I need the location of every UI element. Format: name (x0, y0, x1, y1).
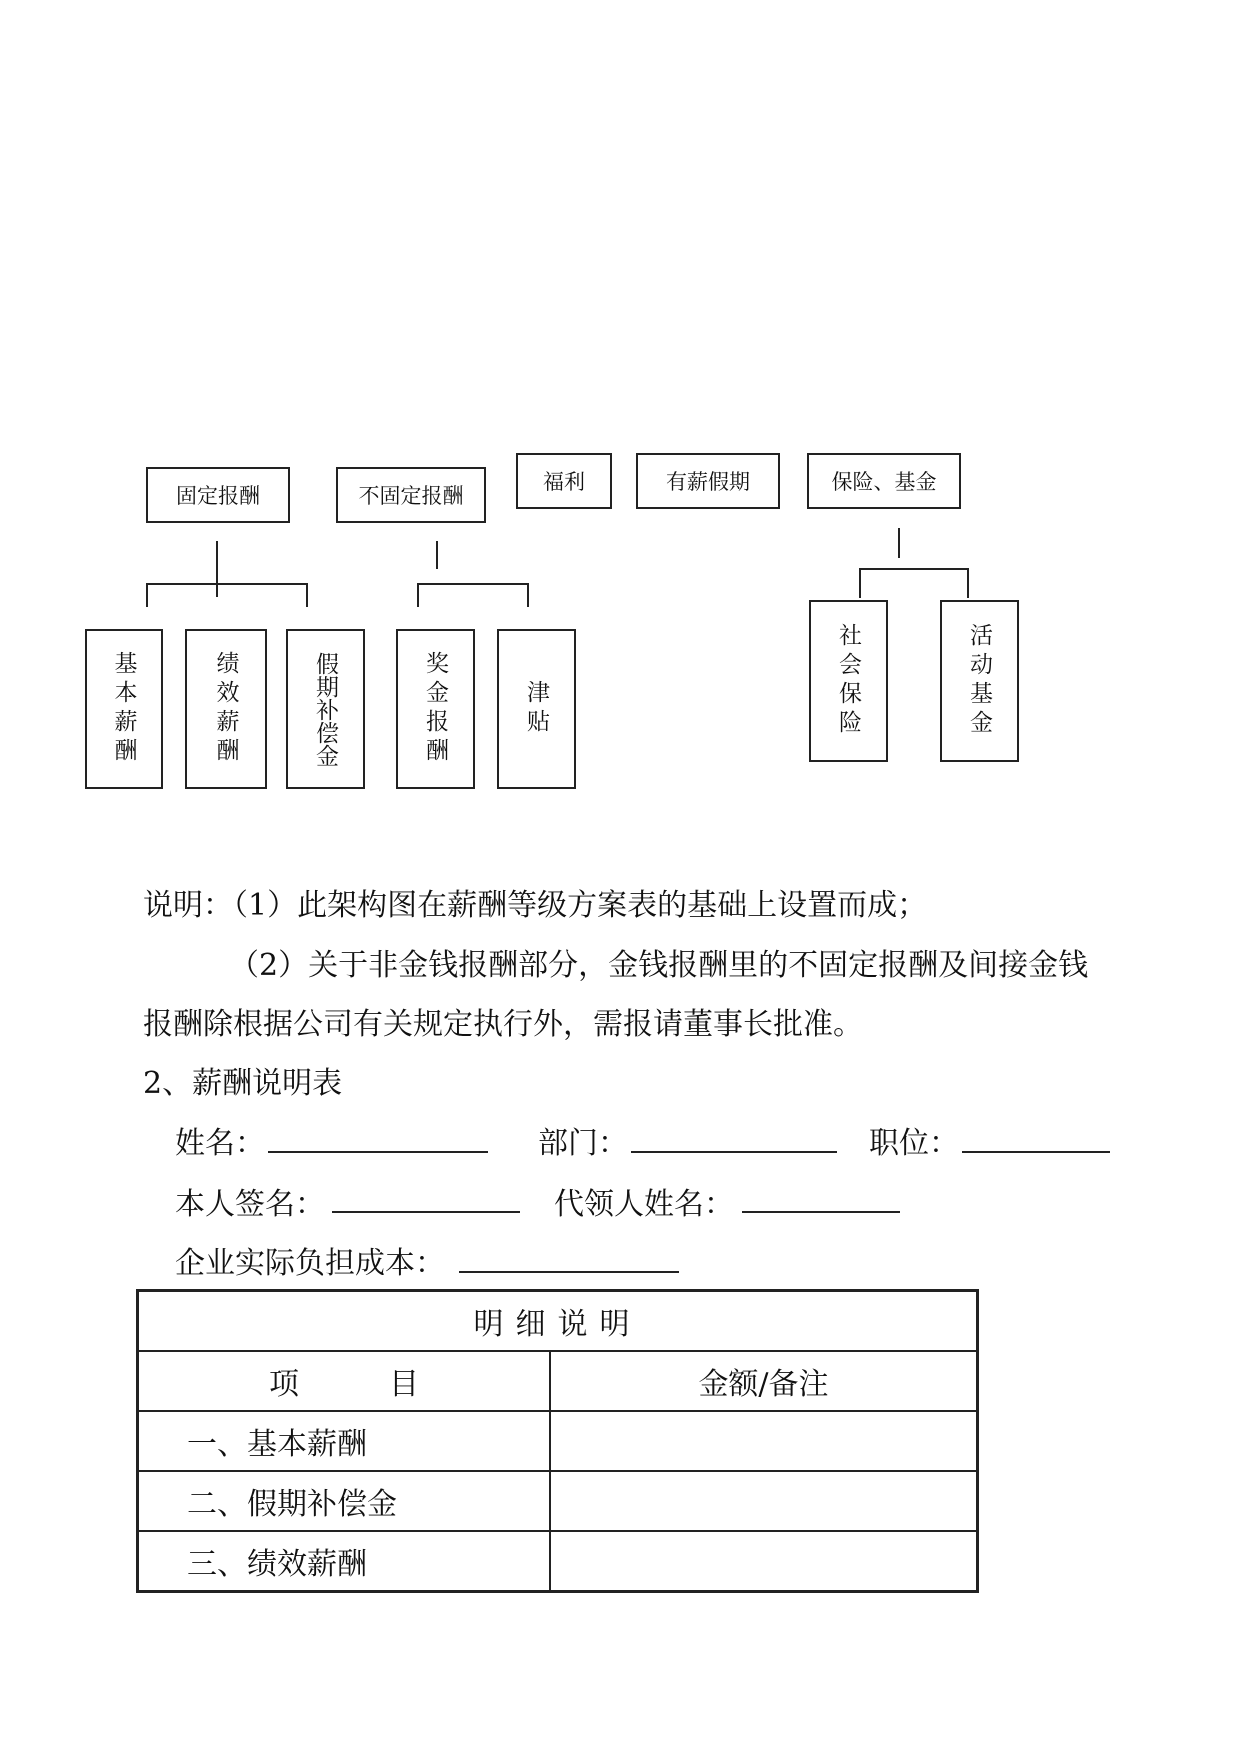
node-fixed-pay: 固定报酬 (146, 467, 290, 523)
node-base-salary: 基本薪酬 (85, 629, 163, 789)
name-label: 姓名： (175, 1126, 265, 1161)
row-amount-cell[interactable] (550, 1531, 978, 1592)
row-amount-cell[interactable] (550, 1471, 978, 1531)
connector (146, 583, 148, 607)
connector (527, 583, 529, 607)
node-paid-leave: 有薪假期 (636, 453, 780, 509)
connector (859, 568, 861, 598)
node-bonus: 奖金报酬 (396, 629, 475, 789)
column-header-amount: 金额/备注 (550, 1351, 978, 1411)
dept-label: 部门： (538, 1126, 628, 1161)
note-line-2: （2）关于非金钱报酬部分，金钱报酬里的不固定报酬及间接金钱 (229, 948, 1089, 983)
node-leave-compensation: 假期补偿金 (286, 629, 365, 789)
node-performance-pay: 绩效薪酬 (185, 629, 267, 789)
column-header-item: 项 目 (138, 1351, 551, 1411)
connector (417, 583, 419, 607)
actual-cost-label: 企业实际负担成本： (175, 1246, 445, 1281)
signature-label: 本人签名： (175, 1187, 325, 1222)
node-welfare: 福利 (516, 453, 612, 509)
table-row (138, 1411, 978, 1471)
table-row (138, 1471, 978, 1531)
proxy-name-field[interactable] (742, 1211, 900, 1213)
row-item: 三、绩效薪酬 (138, 1531, 551, 1592)
connector (306, 583, 308, 607)
connector (216, 541, 218, 597)
actual-cost-field[interactable] (459, 1271, 679, 1273)
dept-field[interactable] (631, 1151, 837, 1153)
table-row (138, 1531, 978, 1592)
position-label: 职位： (869, 1126, 959, 1161)
connector (898, 528, 900, 558)
node-activity-fund: 活动基金 (940, 600, 1019, 762)
note-line-3: 报酬除根据公司有关规定执行外，需报请董事长批准。 (143, 1007, 863, 1042)
row-item: 一、基本薪酬 (138, 1411, 551, 1471)
node-insurance-fund: 保险、基金 (807, 453, 961, 509)
section-title: 2、薪酬说明表 (143, 1066, 343, 1101)
node-variable-pay: 不固定报酬 (336, 467, 486, 523)
node-allowance: 津贴 (497, 629, 576, 789)
connector (967, 568, 969, 598)
signature-field[interactable] (332, 1211, 520, 1213)
row-item: 二、假期补偿金 (138, 1471, 551, 1531)
table-title: 明细说明 (138, 1291, 978, 1352)
connector (417, 583, 529, 585)
proxy-name-label: 代领人姓名： (554, 1187, 734, 1222)
connector (859, 568, 969, 570)
node-social-insurance: 社会保险 (809, 600, 888, 762)
detail-table (136, 1289, 979, 1593)
connector (146, 583, 308, 585)
note-line-1: 说明：（1）此架构图在薪酬等级方案表的基础上设置而成； (143, 888, 928, 923)
connector (436, 541, 438, 569)
position-field[interactable] (962, 1151, 1110, 1153)
row-amount-cell[interactable] (550, 1411, 978, 1471)
name-field[interactable] (268, 1151, 488, 1153)
